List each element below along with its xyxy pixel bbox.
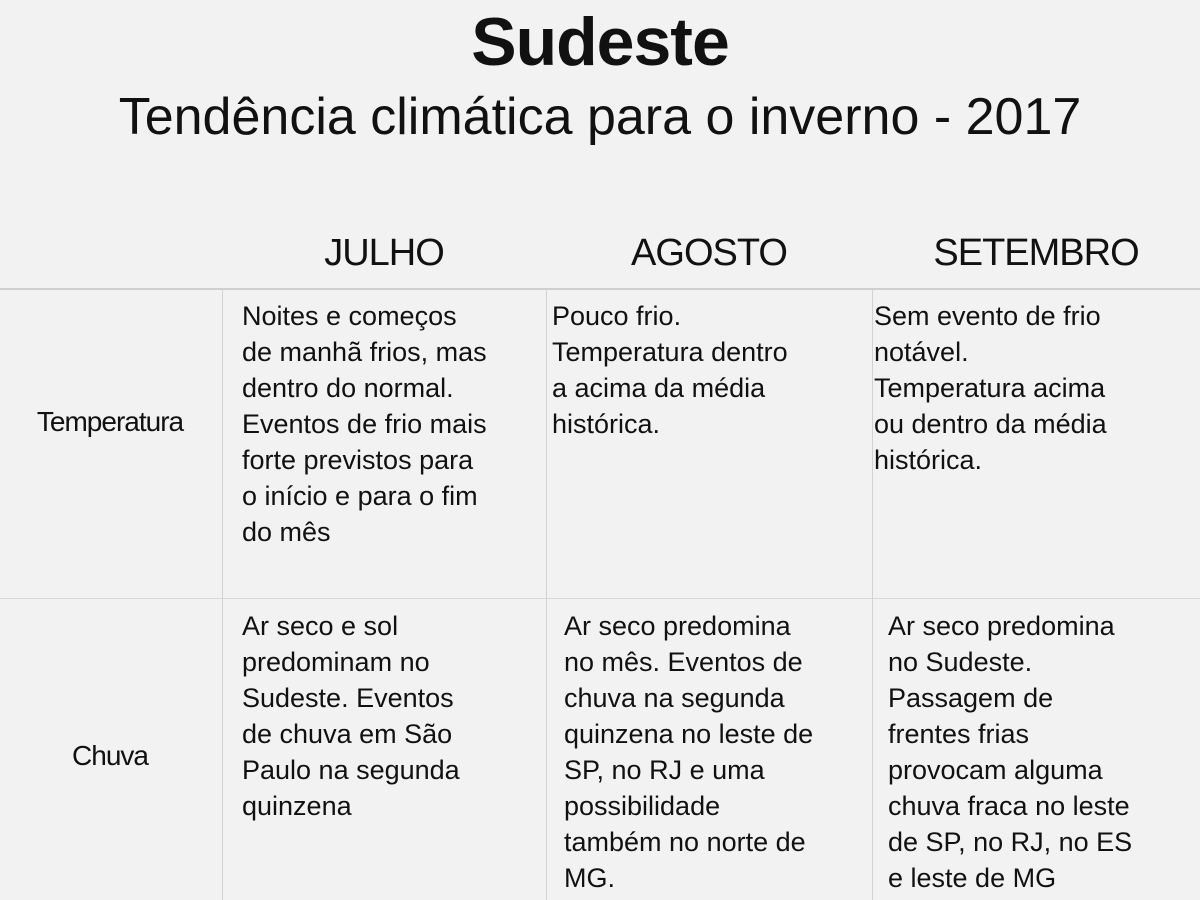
column-header-agosto: AGOSTO — [631, 232, 787, 274]
column-header-setembro: SETEMBRO — [933, 232, 1139, 274]
column-divider-2 — [546, 290, 547, 900]
row-label-chuva: Chuva — [72, 740, 148, 771]
table-cell-temperatura-julho: Noites e começos de manhã frios, mas dentro do normal. Eventos de frio mais forte previstos para o início e para o fim do mês — [242, 301, 487, 547]
table-cell-temperatura-agosto: Pouco frio. Temperatura dentro a acima da média histórica. — [552, 301, 788, 439]
table-cell-temperatura-setembro: Sem evento de frio notável. Temperatura acima ou dentro da média histórica. — [874, 301, 1107, 475]
row-divider — [0, 598, 1200, 599]
table-cell-chuva-setembro: Ar seco predomina no Sudeste. Passagem de frentes frias provocam alguma chuva fraca no leste de SP, no RJ, no ES e leste de MG — [888, 611, 1133, 893]
column-divider-1 — [222, 290, 223, 900]
header-divider — [0, 288, 1200, 290]
page-subtitle: Tendência climática para o inverno - 2017 — [118, 88, 1082, 146]
column-header-julho: JULHO — [324, 232, 444, 274]
page-title: Sudeste — [471, 4, 729, 80]
table-cell-chuva-julho: Ar seco e sol predominam no Sudeste. Eventos de chuva em São Paulo na segunda quinzena — [242, 611, 460, 821]
row-label-temperatura: Temperatura — [36, 406, 184, 437]
table-cell-chuva-agosto: Ar seco predomina no mês. Eventos de chuva na segunda quinzena no leste de SP, no RJ e uma possibilidade também no norte de MG. — [564, 611, 814, 893]
column-divider-3 — [872, 290, 873, 900]
